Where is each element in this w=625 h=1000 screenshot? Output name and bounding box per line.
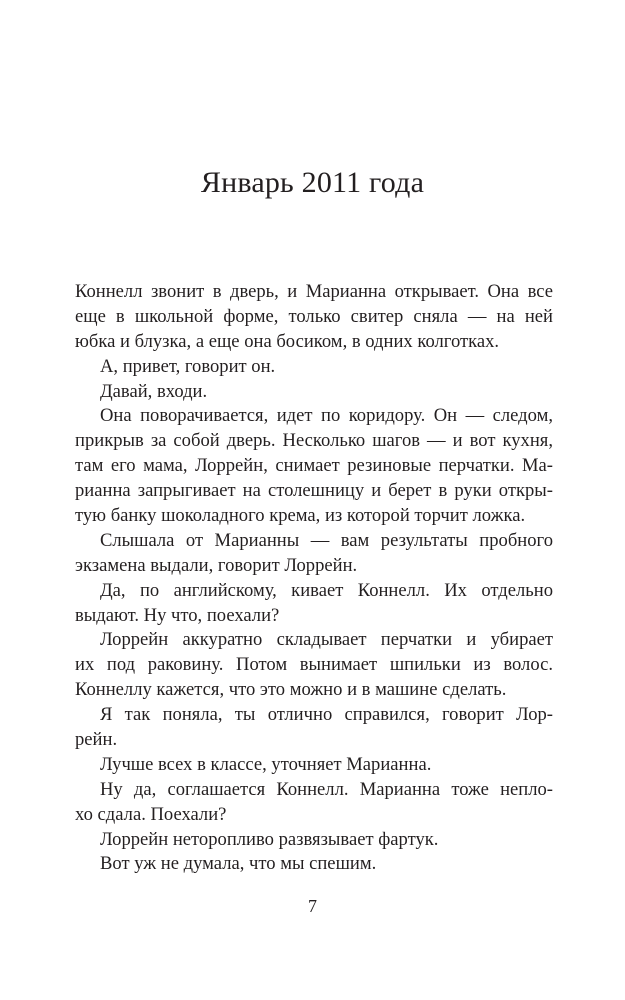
text-line: рианна запрыгивает на столешницу и берет в руки откры- <box>75 480 553 502</box>
text-line: Да, по английскому, кивает Коннелл. Их отдельно <box>100 579 553 601</box>
text-line: Коннеллу кажется, что это можно и в машине сделать. <box>75 679 507 701</box>
text-line: Лоррейн неторопливо развязывает фартук. <box>100 828 439 850</box>
text-line: их под раковину. Потом вынимает шпильки из волос. <box>75 654 553 676</box>
text-line: Лоррейн аккуратно складывает перчатки и убирает <box>100 629 553 651</box>
text-line: тую банку шоколадного крема, из которой торчит ложка. <box>75 505 526 527</box>
text-line: Вот уж не думала, что мы спешим. <box>100 853 377 875</box>
paragraph <box>75 703 553 753</box>
paragraph <box>75 355 553 380</box>
text-line: Я так поняла, ты отлично справился, говорит Лор- <box>100 704 553 726</box>
paragraph <box>75 529 553 579</box>
text-line: Давай, входи. <box>100 380 208 402</box>
paragraph <box>75 778 553 828</box>
text-line: хо сдала. Поехали? <box>75 803 227 825</box>
paragraph <box>75 280 553 355</box>
text-line: прикрыв за собой дверь. Несколько шагов — и вот кухня, <box>75 430 553 452</box>
text-line: рейн. <box>75 729 118 751</box>
text-line: Лучше всех в классе, уточняет Марианна. <box>100 753 432 775</box>
paragraph <box>75 380 553 405</box>
text-line: юбка и блузка, а еще она босиком, в одних колготках. <box>75 330 500 352</box>
text-line: там его мама, Лоррейн, снимает резиновые перчатки. Ма- <box>75 455 553 477</box>
body-text <box>75 280 553 877</box>
chapter-title: Январь 2011 года <box>200 166 425 199</box>
text-line: Она поворачивается, идет по коридору. Он — следом, <box>100 405 553 427</box>
paragraph <box>75 753 553 778</box>
text-line: выдают. Ну что, поехали? <box>75 604 280 626</box>
paragraph <box>75 828 553 853</box>
text-line: Ну да, соглашается Коннелл. Марианна тоже непло- <box>100 778 553 800</box>
paragraph <box>75 852 553 877</box>
paragraph <box>75 628 553 703</box>
paragraph <box>75 404 553 528</box>
page-number: 7 <box>308 896 317 916</box>
text-line: Слышала от Марианны — вам результаты пробного <box>100 529 553 551</box>
text-line: А, привет, говорит он. <box>100 355 276 377</box>
text-line: Коннелл звонит в дверь, и Марианна открывает. Она все <box>75 281 553 302</box>
paragraph <box>75 579 553 629</box>
text-line: еще в школьной форме, только свитер сняла — на ней <box>75 305 553 327</box>
text-line: экзамена выдали, говорит Лоррейн. <box>75 554 358 576</box>
